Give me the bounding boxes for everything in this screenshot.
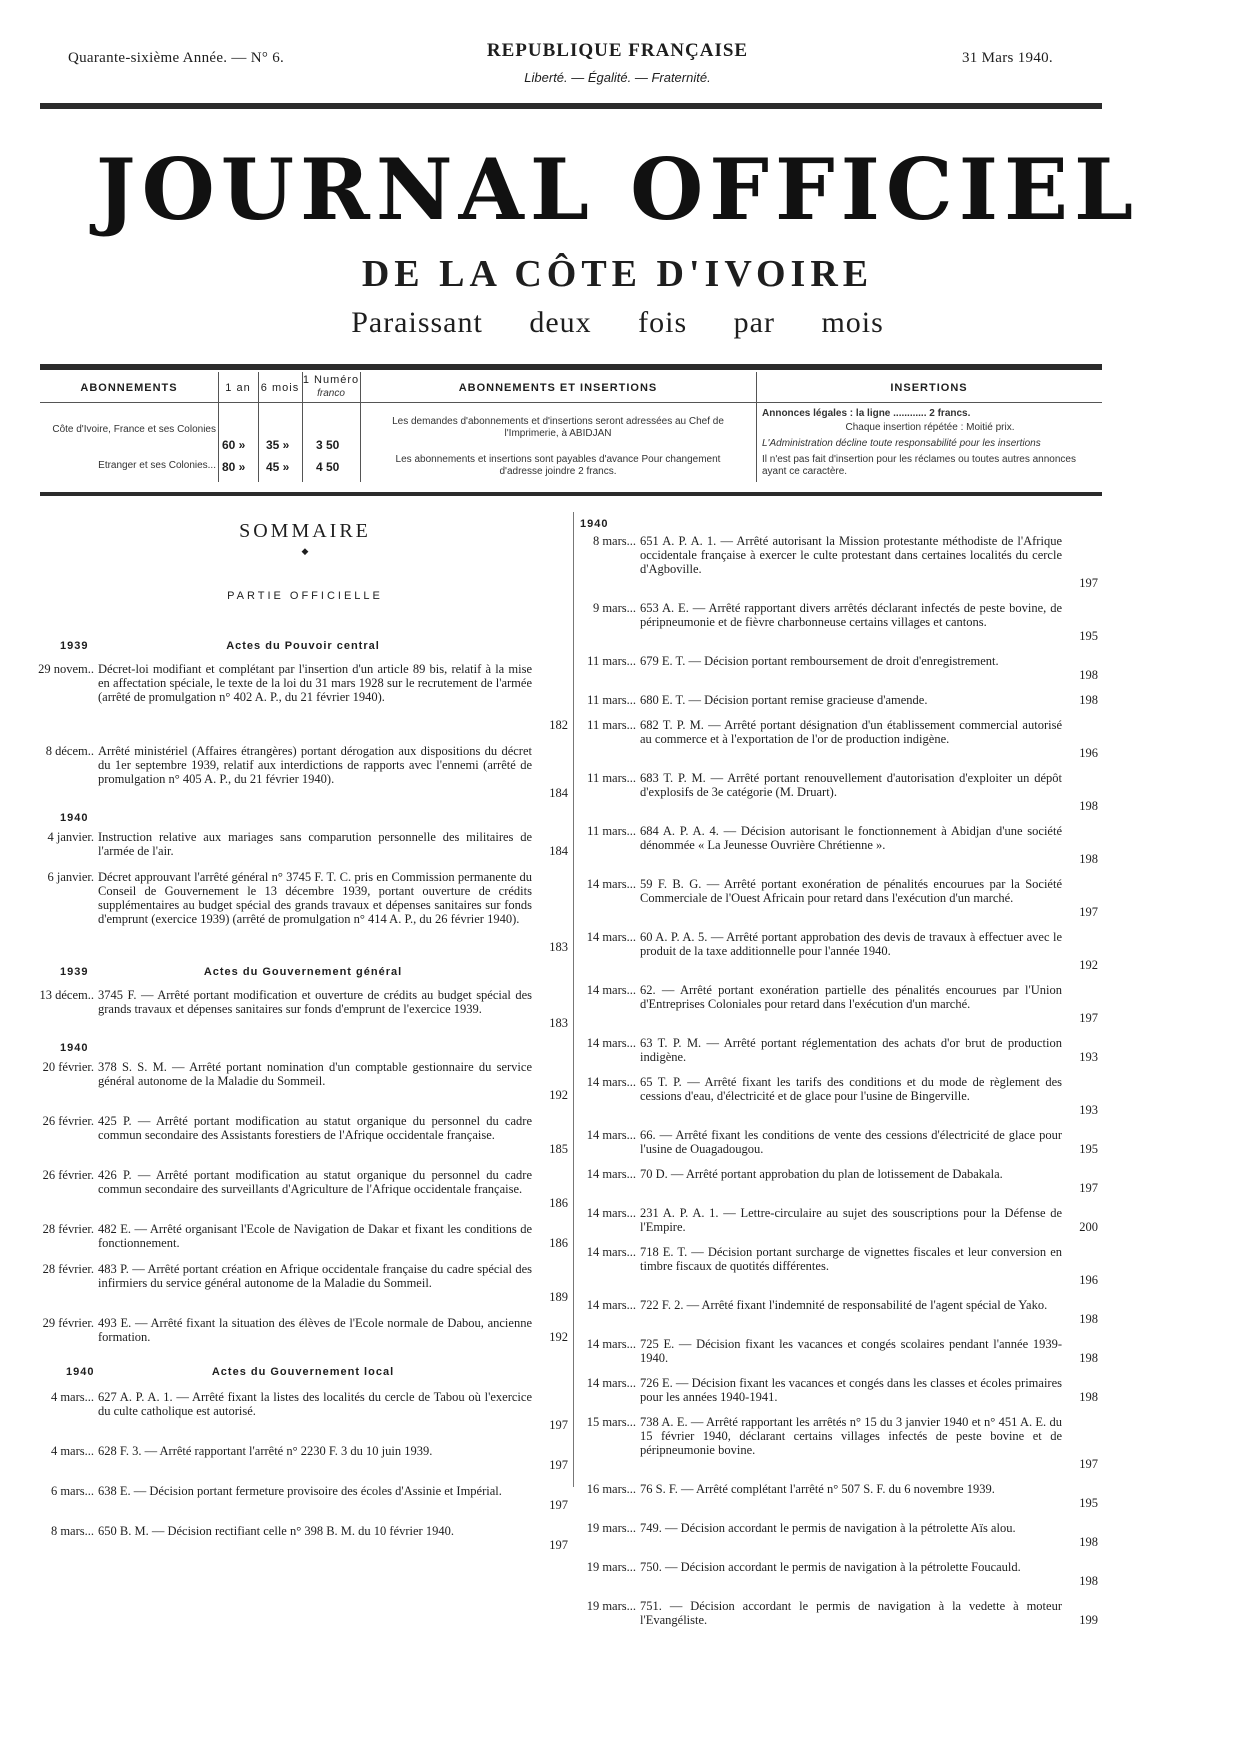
row-price-6mois: 35 »	[266, 438, 290, 452]
entry-text: 751. — Décision accordant le permis de navigation à la vedette à moteur l'Evangéliste.	[640, 1599, 1062, 1627]
entry-page: 192	[549, 1330, 568, 1344]
entry-text: Arrêté ministériel (Affaires étrangères) portant dérogation aux dispositions du décret du 1er septembre 1939, relatif aux interdictions de rapports avec l'ennemi (arrêté de promulgation n° 405 A. P., du 21 février 1940).	[98, 744, 532, 786]
entry-date: 8 mars...	[592, 534, 636, 548]
entry-page: 197	[1079, 1181, 1098, 1195]
entry-date: 8 mars...	[50, 1524, 94, 1538]
entry-text: 679 E. T. — Décision portant remboursement de droit d'enregistrement.	[640, 654, 999, 668]
entry-page: 195	[1079, 629, 1098, 643]
sommaire-entry	[580, 1521, 1098, 1549]
entry-date: 28 février.	[42, 1222, 94, 1236]
entry-page: 193	[1079, 1050, 1098, 1064]
entry-page: 197	[549, 1538, 568, 1552]
entry-text: 483 P. — Arrêté portant création en Afrique occidentale française du cadre spécial des infirmiers du service général autonome de la Maladie du Sommeil.	[98, 1262, 532, 1290]
entry-text: 684 A. P. A. 4. — Décision autorisant le fonctionnement à Abidjan d'une société dénommée « La Jeunesse Ouvrière Chrétienne ».	[640, 824, 1062, 852]
entry-date: 20 février.	[42, 1060, 94, 1074]
sommaire-entry	[38, 1390, 568, 1432]
entry-page: 197	[549, 1498, 568, 1512]
entry-text: 750. — Décision accordant le permis de navigation à la pétrolette Foucauld.	[640, 1560, 1021, 1574]
sommaire-entry	[580, 877, 1098, 919]
entry-date: 14 mars...	[586, 1245, 636, 1259]
abonnements-address-note: Les demandes d'abonnements et d'insertions seront adressées au Chef de l'Imprimerie, à ABIDJAN	[392, 416, 724, 439]
entry-text: 683 T. P. M. — Arrêté portant renouvellement d'autorisation d'exploiter un dépôt d'explosifs de 3e catégorie (M. Druart).	[640, 771, 1062, 799]
table-header-rule	[40, 402, 1102, 403]
entry-date: 26 février.	[42, 1114, 94, 1128]
entry-page: 198	[1079, 1351, 1098, 1365]
entry-date: 28 février.	[42, 1262, 94, 1276]
right-column-year: 1940	[580, 518, 609, 530]
sommaire-entry	[580, 601, 1098, 643]
sommaire-entry	[38, 1168, 568, 1210]
row-label-etranger: Etranger et ses Colonies...	[98, 460, 216, 471]
entry-page: 198	[1079, 852, 1098, 866]
sommaire-entry	[38, 1316, 568, 1344]
entry-page: 198	[1079, 799, 1098, 813]
entry-date: 14 mars...	[586, 1128, 636, 1142]
sommaire-entry	[580, 1036, 1098, 1064]
entry-text: 63 T. P. M. — Arrêté portant réglementation des achats d'or brut de production indigène.	[640, 1036, 1062, 1064]
entry-date: 26 février.	[42, 1168, 94, 1182]
entry-page: 197	[1079, 905, 1098, 919]
publication-frequency: Paraissant deux fois par mois	[351, 306, 884, 339]
entry-page: 198	[1079, 1390, 1098, 1404]
entry-date: 13 décem..	[39, 988, 94, 1002]
entry-page: 184	[549, 786, 568, 800]
row-price-1an: 80 »	[222, 460, 246, 474]
entry-text: 482 E. — Arrêté organisant l'Ecole de Navigation de Dakar et fixant les conditions de fonctionnement.	[98, 1222, 532, 1250]
row-price-6mois: 45 »	[266, 460, 290, 474]
subscription-table	[40, 372, 1102, 486]
insertions-header: INSERTIONS	[890, 382, 968, 394]
entry-page: 195	[1079, 1496, 1098, 1510]
sommaire-entry	[580, 1245, 1098, 1287]
entry-text: Décret-loi modifiant et complétant par l'insertion d'un article 89 bis, relatif à la mise en affectation spéciale, le texte de la loi du 31 mars 1928 sur le recrutement de l'armée (arrêté de promulgation n° 402 A. P., du 21 février 1940).	[98, 662, 532, 704]
sommaire-entry	[580, 1376, 1098, 1404]
entry-date: 14 mars...	[586, 1206, 636, 1220]
sommaire-entry	[580, 1298, 1098, 1326]
entry-page: 197	[1079, 576, 1098, 590]
entry-date: 14 mars...	[586, 1298, 636, 1312]
sommaire-entry	[38, 1524, 568, 1552]
entry-text: 651 A. P. A. 1. — Arrêté autorisant la Mission protestante méthodiste de l'Afrique occidentale française à exercer le culte protestant dans certaines localités du cercle d'Agboville.	[640, 534, 1062, 576]
entry-page: 199	[1079, 1613, 1098, 1627]
year-heading: 1940	[60, 812, 89, 824]
entry-text: 426 P. — Arrêté portant modification au statut organique du personnel du cadre commun secondaire des surveillants d'Agriculture de l'Afrique occidentale française.	[98, 1168, 532, 1196]
year-heading: 1939	[60, 640, 89, 652]
entry-page: 196	[1079, 746, 1098, 760]
sommaire-entry	[580, 824, 1098, 866]
entry-text: 628 F. 3. — Arrêté rapportant l'arrêté n° 2230 F. 3 du 10 juin 1939.	[98, 1444, 433, 1458]
entry-text: 726 E. — Décision fixant les vacances et congés dans les classes et écoles primaires pour les années 1940-1941.	[640, 1376, 1062, 1404]
insertions-repeat: Chaque insertion répétée : Moitié prix.	[845, 422, 1015, 433]
entry-date: 29 février.	[42, 1316, 94, 1330]
entry-date: 11 mars...	[587, 654, 636, 668]
entry-date: 14 mars...	[586, 1376, 636, 1390]
insertions-price: Annonces légales : la ligne ............ 2 francs.	[762, 408, 971, 419]
entry-date: 6 mars...	[50, 1484, 94, 1498]
abonnements-insertions-header: ABONNEMENTS ET INSERTIONS	[458, 382, 658, 394]
sommaire-entry	[580, 930, 1098, 972]
entry-page: 196	[1079, 1273, 1098, 1287]
sommaire-entry	[580, 693, 1098, 707]
entry-page: 186	[549, 1236, 568, 1250]
entry-date: 19 mars...	[586, 1599, 636, 1613]
entry-text: 60 A. P. A. 5. — Arrêté portant approbation des devis de travaux à effectuer avec le produit de la taxe additionnelle pour l'année 1940.	[640, 930, 1062, 958]
sommaire-entry	[580, 983, 1098, 1025]
entry-date: 14 mars...	[586, 1337, 636, 1351]
sommaire-entry	[580, 1337, 1098, 1365]
abonnements-header: ABONNEMENTS	[80, 382, 178, 394]
sommaire-entry	[580, 1482, 1098, 1510]
entry-date: 14 mars...	[586, 983, 636, 997]
sommaire-entry	[38, 1484, 568, 1512]
sommaire-entry	[580, 1075, 1098, 1117]
section-heading: Actes du Gouvernement général	[203, 966, 403, 978]
entry-text: 70 D. — Arrêté portant approbation du plan de lotissement de Dabakala.	[640, 1167, 1003, 1181]
section-heading: Actes du Gouvernement local	[211, 1366, 395, 1378]
sommaire-entry	[580, 771, 1098, 813]
entry-page: 192	[1079, 958, 1098, 972]
entry-date: 4 mars...	[50, 1444, 94, 1458]
entry-page: 197	[1079, 1011, 1098, 1025]
insertions-responsibility: L'Administration décline toute responsabilité pour les insertions	[762, 438, 1041, 449]
sommaire-entry	[580, 534, 1098, 590]
entry-date: 6 janvier.	[47, 870, 94, 884]
entry-text: 62. — Arrêté portant exonération partielle des pénalités encourues par l'Union d'Entreprises Coloniales pour retard dans l'exécution d'un marché.	[640, 983, 1062, 1011]
entry-text: 627 A. P. A. 1. — Arrêté fixant la listes des localités du cercle de Tabou où l'exercice du culte catholique est autorisé.	[98, 1390, 532, 1418]
entry-date: 9 mars...	[592, 601, 636, 615]
journal-title: JOURNAL OFFICIEL	[95, 140, 1140, 239]
sommaire-entry	[38, 744, 568, 800]
column-divider	[573, 512, 574, 1487]
entry-date: 11 mars...	[587, 771, 636, 785]
entry-text: 738 A. E. — Arrêté rapportant les arrêtés n° 15 du 3 janvier 1940 et n° 451 A. E. du 15 février 1940, déclarant certains villages infectés de peste bovine et de péripneumonie bovine.	[640, 1415, 1062, 1457]
sommaire-ornament: ◆	[301, 546, 309, 556]
entry-date: 19 mars...	[586, 1560, 636, 1574]
motto: Liberté. — Égalité. — Fraternité.	[524, 70, 711, 85]
entry-text: 682 T. P. M. — Arrêté portant désignation d'un établissement commercial autorisé au commerce et à l'exportation de l'or de production indigène.	[640, 718, 1062, 746]
year-heading: 1940	[66, 1366, 95, 1378]
entry-date: 4 janvier.	[47, 830, 94, 844]
row-price-numero: 4 50	[316, 460, 340, 474]
republic-heading: REPUBLIQUE FRANÇAISE	[486, 40, 749, 61]
entry-text: 749. — Décision accordant le permis de navigation à la pétrolette Aïs alou.	[640, 1521, 1016, 1535]
entry-date: 14 mars...	[586, 1167, 636, 1181]
entry-date: 14 mars...	[586, 930, 636, 944]
entry-page: 183	[549, 940, 568, 954]
entry-text: 493 E. — Arrêté fixant la situation des élèves de l'Ecole normale de Dabou, ancienne formation.	[98, 1316, 532, 1344]
entry-text: Instruction relative aux mariages sans comparution personnelle des militaires de l'armée de l'air.	[98, 830, 532, 858]
entry-date: 11 mars...	[587, 824, 636, 838]
entry-text: 65 T. P. — Arrêté fixant les tarifs des conditions et du mode de règlement des cessions d'eau, d'électricité et de glace pour l'usine de Bingerville.	[640, 1075, 1062, 1103]
sommaire-entry	[38, 830, 568, 858]
sommaire-entry	[38, 1262, 568, 1304]
entry-text: 425 P. — Arrêté portant modification au statut organique du personnel du cadre commun secondaire des Assistants forestiers de l'Afrique occidentale française.	[98, 1114, 532, 1142]
entry-date: 11 mars...	[587, 693, 636, 707]
row-price-numero: 3 50	[316, 438, 340, 452]
sommaire-entry	[38, 1222, 568, 1250]
entry-date: 11 mars...	[587, 718, 636, 732]
insertions-advertising-note: Il n'est pas fait d'insertion pour les réclames ou toutes autres annonces ayant ce caractère.	[762, 454, 1076, 477]
sommaire-entry	[38, 1060, 568, 1102]
entry-date: 14 mars...	[586, 1075, 636, 1089]
sommaire-entry	[580, 718, 1098, 760]
entry-text: 653 A. E. — Arrêté rapportant divers arrêtés déclarant infectés de peste bovine, de péripneumonie et de fièvre charbonneuse certains villages et cantons.	[640, 601, 1062, 629]
entry-date: 14 mars...	[586, 877, 636, 891]
entry-date: 14 mars...	[586, 1036, 636, 1050]
entry-page: 182	[549, 718, 568, 732]
sommaire-entry	[580, 1599, 1098, 1627]
entry-page: 186	[549, 1196, 568, 1210]
col-numero-sub: franco	[317, 388, 345, 399]
table-top-rule	[40, 364, 1102, 370]
sommaire-entry	[580, 1167, 1098, 1195]
entry-page: 183	[549, 1016, 568, 1030]
top-rule	[40, 103, 1102, 109]
issue-date: 31 Mars 1940.	[962, 50, 1053, 66]
entry-page: 198	[1079, 1574, 1098, 1588]
entry-text: 722 F. 2. — Arrêté fixant l'indemnité de responsabilité de l'agent spécial de Yako.	[640, 1298, 1048, 1312]
entry-text: 378 S. S. M. — Arrêté portant nomination d'un comptable gestionnaire du service général autonome de la Maladie du Sommeil.	[98, 1060, 532, 1088]
col-6mois: 6 mois	[260, 382, 300, 394]
sommaire-entry	[38, 1114, 568, 1156]
entry-date: 19 mars...	[586, 1521, 636, 1535]
entry-page: 198	[1079, 693, 1098, 707]
row-label-cote-divoire: Côte d'Ivoire, France et ses Colonies	[52, 424, 216, 435]
sommaire-entry	[580, 1560, 1098, 1588]
entry-page: 197	[1079, 1457, 1098, 1471]
journal-subtitle: DE LA CÔTE D'IVOIRE	[361, 253, 874, 295]
row-price-1an: 60 »	[222, 438, 246, 452]
abonnements-payment-note: Les abonnements et insertions sont payables d'avance Pour changement d'adresse joindre 2 francs.	[395, 454, 721, 477]
entry-page: 198	[1079, 668, 1098, 682]
sommaire-title: SOMMAIRE	[239, 520, 371, 542]
entry-date: 4 mars...	[50, 1390, 94, 1404]
entry-date: 15 mars...	[586, 1415, 636, 1429]
sommaire-entry	[580, 1206, 1098, 1234]
sommaire-entry	[580, 1128, 1098, 1156]
sommaire-entry	[580, 1415, 1098, 1471]
entry-page: 197	[549, 1418, 568, 1432]
entry-date: 16 mars...	[586, 1482, 636, 1496]
entry-text: 59 F. B. G. — Arrêté portant exonération de pénalités encourues par la Société Commerciale de l'Ouest Africain pour retard dans l'exécution d'un marché.	[640, 877, 1062, 905]
entry-text: Décret approuvant l'arrêté général n° 3745 F. T. C. pris en Commission permanente du Conseil de Gouvernement le 13 décembre 1939, portant ouverture de crédits supplémentaires au budget spécial des grands travaux et dépenses sanitaires sur fonds d'emprunt (exercice 1939) (arrêté de promulgation n° 414 A. P., du 26 février 1940).	[98, 870, 532, 926]
entry-page: 197	[549, 1458, 568, 1472]
entry-text: 725 E. — Décision fixant les vacances et congés scolaires pendant l'année 1939-1940.	[640, 1337, 1062, 1365]
year-heading: 1940	[60, 1042, 89, 1054]
entry-page: 189	[549, 1290, 568, 1304]
entry-date: 8 décem..	[45, 744, 94, 758]
entry-page: 198	[1079, 1535, 1098, 1549]
sommaire-entry	[38, 662, 568, 732]
entry-text: 680 E. T. — Décision portant remise gracieuse d'amende.	[640, 693, 928, 707]
year-heading: 1939	[60, 966, 89, 978]
entry-page: 185	[549, 1142, 568, 1156]
sommaire-entry	[38, 988, 568, 1030]
entry-text: 66. — Arrêté fixant les conditions de vente des cessions d'électricité de glace pour l'usine de Ouagadougou.	[640, 1128, 1062, 1156]
entry-page: 198	[1079, 1312, 1098, 1326]
entry-page: 192	[549, 1088, 568, 1102]
entry-date: 29 novem..	[38, 662, 94, 676]
entry-text: 718 E. T. — Décision portant surcharge de vignettes fiscales et leur conversion en timbre fiscaux de quotités différentes.	[640, 1245, 1062, 1273]
sommaire-entry	[580, 654, 1098, 682]
table-bottom-rule	[40, 492, 1102, 496]
issue-number: Quarante-sixième Année. — N° 6.	[68, 50, 285, 66]
sommaire-entry	[38, 870, 568, 954]
entry-text: 76 S. F. — Arrêté complétant l'arrêté n° 507 S. F. du 6 novembre 1939.	[640, 1482, 995, 1496]
col-numero: 1 Numéro	[302, 374, 360, 386]
entry-text: 638 E. — Décision portant fermeture provisoire des écoles d'Assinie et Impérial.	[98, 1484, 502, 1498]
section-heading: Actes du Pouvoir central	[226, 640, 380, 652]
entry-page: 200	[1079, 1220, 1098, 1234]
entry-text: 650 B. M. — Décision rectifiant celle n° 398 B. M. du 10 février 1940.	[98, 1524, 454, 1538]
entry-text: 3745 F. — Arrêté portant modification et ouverture de crédits au budget spécial des grands travaux et dépenses sanitaires sur fonds d'emprunt de l'exercice 1939.	[98, 988, 532, 1016]
partie-officielle-heading: PARTIE OFFICIELLE	[227, 590, 383, 602]
entry-page: 184	[549, 844, 568, 858]
entry-text: 231 A. P. A. 1. — Lettre-circulaire au sujet des souscriptions pour la Défense de l'Empire.	[640, 1206, 1062, 1234]
entry-page: 195	[1079, 1142, 1098, 1156]
sommaire-entry	[38, 1444, 568, 1472]
entry-page: 193	[1079, 1103, 1098, 1117]
col-1an: 1 an	[225, 382, 251, 394]
